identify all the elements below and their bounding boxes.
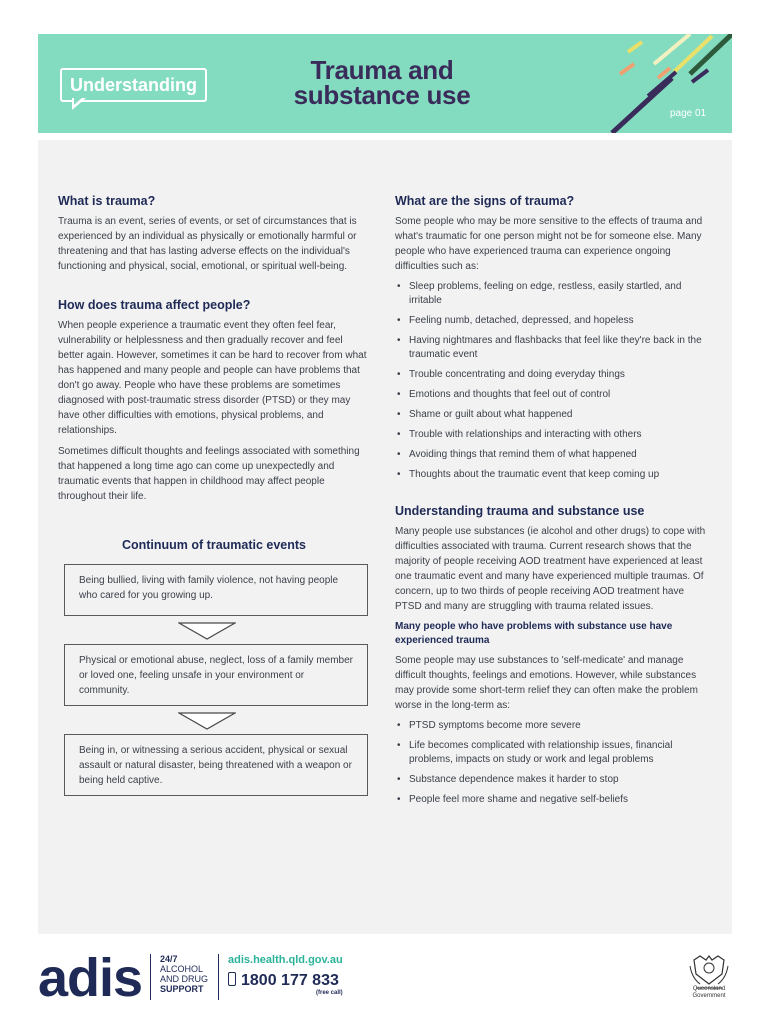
footer-divider [150,954,151,1000]
what-is-trauma-body: Trauma is an event, series of events, or set of circumstances that is experienced by an individual as physically or emotionally harmful or threatening and that has lasting adverse effects on the individual's functioning and physical, social, emotional, or spiritual well-being. [58,216,357,272]
list-item: • Emotions and thoughts that feel out of control [395,388,709,402]
badge-label: Understanding [60,68,207,102]
understanding-body-2: Some people may use substances to 'self-medicate' and manage difficult thoughts, feelings and emotions. However, while substances may provide some short-term relief they can often make the problem worse in the long-term as: [395,655,698,711]
list-item: • Sleep problems, feeling on edge, restless, easily startled, and irritable [395,280,709,308]
support-line-2: AND DRUG [160,974,209,984]
list-item: • People feel more shame and negative self-beliefs [395,793,709,807]
continuum-box-2: Physical or emotional abuse, neglect, loss of a family member or loved one, feeling unsafe in your environment or community. [64,644,368,706]
content-panel [38,140,732,934]
understanding-subheading: Many people who have problems with substance use have experienced trauma [395,621,673,646]
support-line-3: SUPPORT [160,984,204,994]
what-is-trauma-heading: What is trauma? [58,194,156,208]
continuum-box-3: Being in, or witnessing a serious accident, physical or sexual assault or natural disaster, being threatened with a weapon or being held captive. [64,734,368,796]
support-hours: 24/7 [160,954,178,964]
list-item: • Feeling numb, detached, depressed, and hopeless [395,314,709,328]
speech-tail-icon [72,98,86,110]
header-band [38,34,732,133]
support-block [160,954,208,994]
list-item: • Trouble concentrating and doing everyday things [395,368,709,382]
list-item: • PTSD symptoms become more severe [395,719,709,733]
support-line-1: ALCOHOL [160,964,204,974]
mobile-phone-icon [228,972,236,986]
understanding-badge [60,68,207,102]
free-call-note: (free call) [316,990,343,996]
title-line-1: Trauma and [310,55,454,85]
footer-divider [218,954,219,1000]
list-item: • Having nightmares and flashbacks that feel like they're back in the traumatic event [395,334,709,362]
signs-list [395,280,709,482]
list-item: • Substance dependence makes it harder to stop [395,773,709,787]
left-column [58,194,370,510]
understanding-heading: Understanding trauma and substance use [395,504,645,518]
signs-heading: What are the signs of trauma? [395,194,575,208]
continuum-box-1: Being bullied, living with family violence, not having people who cared for you growing up. [64,564,368,616]
phone-text: 1800 177 833 [241,972,339,989]
how-trauma-affects-p2: Sometimes difficult thoughts and feelings associated with something that happened a long time ago can come up unexpectedly and traumatic events that happen in childhood may affect people throughout their life. [58,446,360,502]
page-title [252,55,512,110]
title-line-2: substance use [293,80,471,110]
continuum-diagram [58,538,370,796]
govt-line-1: Queensland [692,986,726,992]
decorative-stripes-icon [572,34,732,133]
continuum-heading: Continuum of traumatic events [121,538,307,552]
right-column [395,194,709,813]
down-arrow-icon [178,712,236,730]
consequences-list [395,719,709,807]
website-link[interactable]: adis.health.qld.gov.au [228,954,343,966]
list-item: • Thoughts about the traumatic event that keep coming up [395,468,709,482]
down-arrow-icon [178,622,236,640]
list-item: • Avoiding things that remind them of what happened [395,448,709,462]
govt-line-2: Government [692,993,726,999]
how-trauma-affects-heading: How does trauma affect people? [58,298,251,312]
signs-intro: Some people who may be more sensitive to the effects of trauma and what's traumatic for one person might not be for someone else. Many people who have experienced trauma can experience ongoing difficulties such as: [395,216,703,272]
government-label [686,986,732,1000]
understanding-body: Many people use substances (ie alcohol and other drugs) to cope with difficulties associated with trauma. Current research shows that the majority of people receiving AOD treatment have experienced at least one traumatic event and many have experienced multiple traumas. Of concern, up to two thirds of people receiving AOD treatment have PTSD and many are struggling with trauma related issues. [395,526,706,612]
list-item: • Life becomes complicated with relationship issues, financial problems, impacts on study or work and legal problems [395,739,709,767]
adis-logo: adis [38,948,143,1008]
list-item: • Shame or guilt about what happened [395,408,709,422]
how-trauma-affects-p1: When people experience a traumatic event they often feel fear, vulnerability or helplessness and then gradually recover and feel better again. However, sometimes it can be hard to recover from what has happened and many people and people can have problems that don't go away. People who have these problems are sometimes diagnosed with post-traumatic stress disorder (PTSD) or they may have other difficulties with emotions, physical problems, and relationships. [58,320,367,436]
page-number: page 01 [670,108,707,119]
phone-number[interactable] [228,972,339,990]
footer [0,934,768,1024]
list-item: • Trouble with relationships and interacting with others [395,428,709,442]
